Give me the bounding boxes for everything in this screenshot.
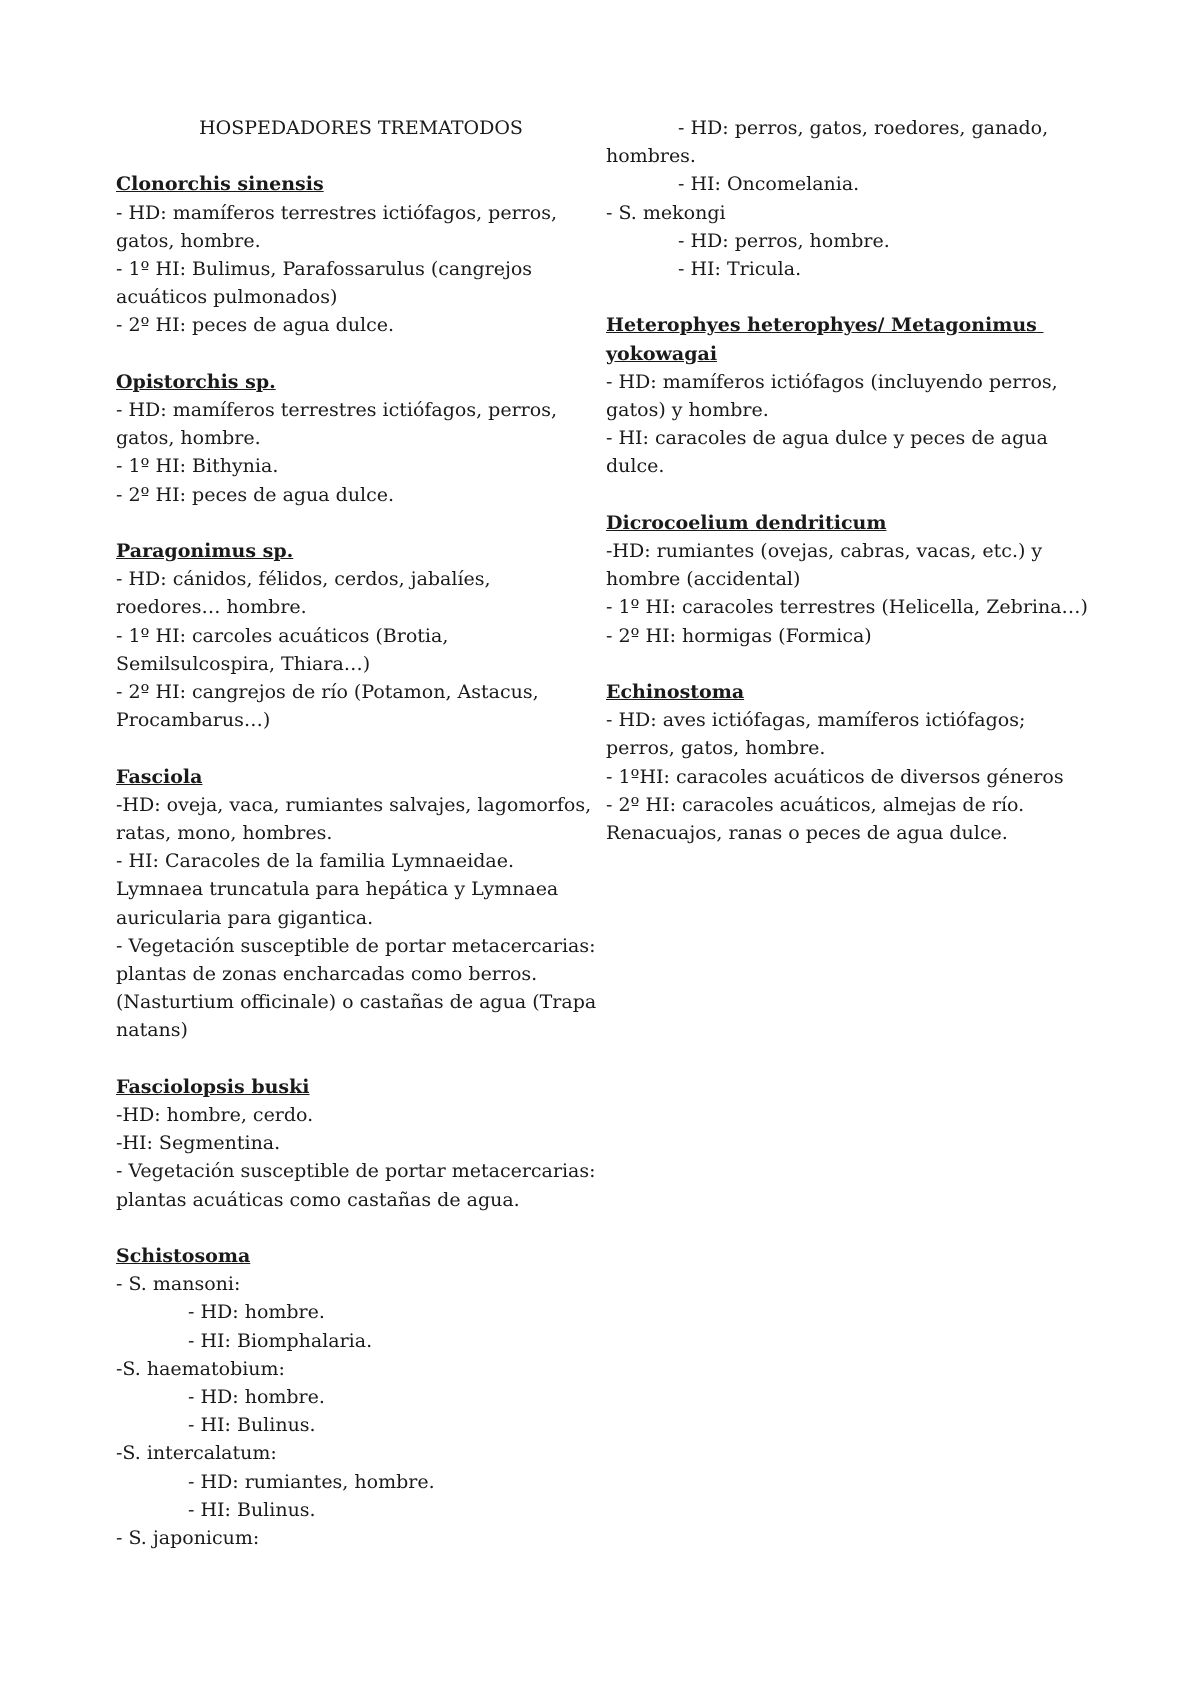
text-line: - 1º HI: Bithynia. [116,455,279,478]
text-line: - 1ºHI: caracoles acuáticos de diversos géneros [606,765,1064,788]
text-line: dulce. [606,455,665,478]
indented-text-line: - HI: Oncomelania. [678,173,860,196]
blank-line [606,481,1106,509]
text-line: gatos, hombre. [116,427,261,450]
text-line: plantas de zonas encharcadas como berros. [116,963,538,986]
text-line: -HD: oveja, vaca, rumiantes salvajes, lagomorfos, [116,793,592,816]
text-line: - 1º HI: Bulimus, Parafossarulus (cangrejos [116,258,533,280]
text-line: - 2º HI: caracoles acuáticos, almejas de río. [606,793,1025,816]
section-heading-dicrocoelium-dendriticum: Dicrocoelium dendriticum [606,511,887,534]
indented-text-line: - HD: perros, gatos, roedores, ganado, [678,117,1049,139]
text-line: - Vegetación susceptible de portar metacercarias: [116,1160,596,1183]
section-heading-opistorchis-sp: Opistorchis sp. [116,370,276,393]
text-line: - Vegetación susceptible de portar metacercarias: [116,934,596,957]
section-heading-fasciolopsis-buski: Fasciolopsis buski [116,1075,310,1098]
text-line: -S. intercalatum: [116,1442,277,1465]
text-line: - 2º HI: peces de agua dulce. [116,483,395,506]
blank-line [116,734,606,762]
text-line: Renacuajos, ranas o peces de agua dulce. [606,822,1008,845]
text-line: roedores… hombre. [116,596,307,619]
right-column [606,114,1106,847]
text-line: (Nasturtium officinale) o castañas de agua (Trapa [116,991,597,1014]
indented-text-line: - HD: rumiantes, hombre. [188,1470,435,1493]
text-line: - HD: cánidos, félidos, cerdos, jabalíes, [116,568,491,591]
text-line: natans) [116,1019,188,1042]
blank-line [116,1045,606,1073]
text-line: -HD: rumiantes (ovejas, cabras, vacas, etc.) y [606,540,1043,563]
text-line: - 1º HI: caracoles terrestres (Helicella, Zebrina…) [606,596,1088,619]
text-line: perros, gatos, hombre. [606,737,826,760]
text-line: - HD: mamíferos ictiófagos (incluyendo perros, [606,370,1058,393]
text-line: hombre (accidental) [606,568,801,591]
indented-text-line: - HI: Bulinus. [188,1414,316,1437]
text-line: - 2º HI: hormigas (Formica) [606,624,872,647]
indented-text-line: - HD: hombre. [188,1301,325,1324]
section-heading-yokowagai: yokowagai [606,342,718,365]
text-line: plantas acuáticas como castañas de agua. [116,1188,520,1211]
blank-line [116,142,606,170]
text-line: - HD: aves ictiófagas, mamíferos ictiófagos; [606,709,1026,732]
text-line: - S. japonicum: [116,1527,260,1550]
blank-line [606,650,1106,678]
text-line: Lymnaea truncatula para hepática y Lymnaea [116,878,559,901]
document-title: HOSPEDADORES TREMATODOS [199,117,523,139]
text-line: -HI: Segmentina. [116,1132,281,1155]
blank-line [116,340,606,368]
section-heading-paragonimus-sp: Paragonimus sp. [116,540,294,562]
section-heading-echinostoma: Echinostoma [606,681,745,704]
text-line: - S. mansoni: [116,1273,241,1296]
left-column [116,114,606,1552]
section-heading-schistosoma: Schistosoma [116,1245,251,1268]
text-line: -HD: hombre, cerdo. [116,1104,314,1127]
section-heading-clonorchis-sinensis: Clonorchis sinensis [116,173,324,196]
indented-text-line: - HD: perros, hombre. [678,229,890,252]
text-line: hombres. [606,145,696,168]
indented-text-line: - HD: hombre. [188,1386,325,1409]
blank-line [116,1214,606,1242]
text-line: - 2º HI: cangrejos de río (Potamon, Astacus, [116,681,539,704]
text-line: - HI: Caracoles de la familia Lymnaeidae. [116,850,514,873]
text-line: gatos) y hombre. [606,399,769,422]
text-line: auricularia para gigantica. [116,906,374,929]
text-line: - 1º HI: carcoles acuáticos (Brotia, [116,624,449,647]
text-line: Semilsulcospira, Thiara…) [116,652,371,675]
section-heading-fasciola: Fasciola [116,765,203,788]
text-line: -S. haematobium: [116,1357,285,1380]
blank-line [116,509,606,537]
text-line: acuáticos pulmonados) [116,286,338,309]
indented-text-line: - HI: Biomphalaria. [188,1329,373,1352]
text-line: - HD: mamíferos terrestres ictiófagos, perros, [116,201,557,224]
text-line: - 2º HI: peces de agua dulce. [116,314,395,337]
text-line: - HD: mamíferos terrestres ictiófagos, perros, [116,399,557,421]
text-line: - S. mekongi [606,201,726,224]
indented-text-line: - HI: Tricula. [678,258,802,281]
text-line: ratas, mono, hombres. [116,822,333,845]
text-line: - HI: caracoles de agua dulce y peces de agua [606,427,1048,450]
blank-line [606,283,1106,311]
text-line: Procambarus…) [116,709,271,732]
section-heading-heterophyes-heterophyes-metagonimus: Heterophyes heterophyes/ Metagonimus [606,314,1044,337]
text-line: gatos, hombre. [116,229,261,252]
indented-text-line: - HI: Bulinus. [188,1498,316,1521]
